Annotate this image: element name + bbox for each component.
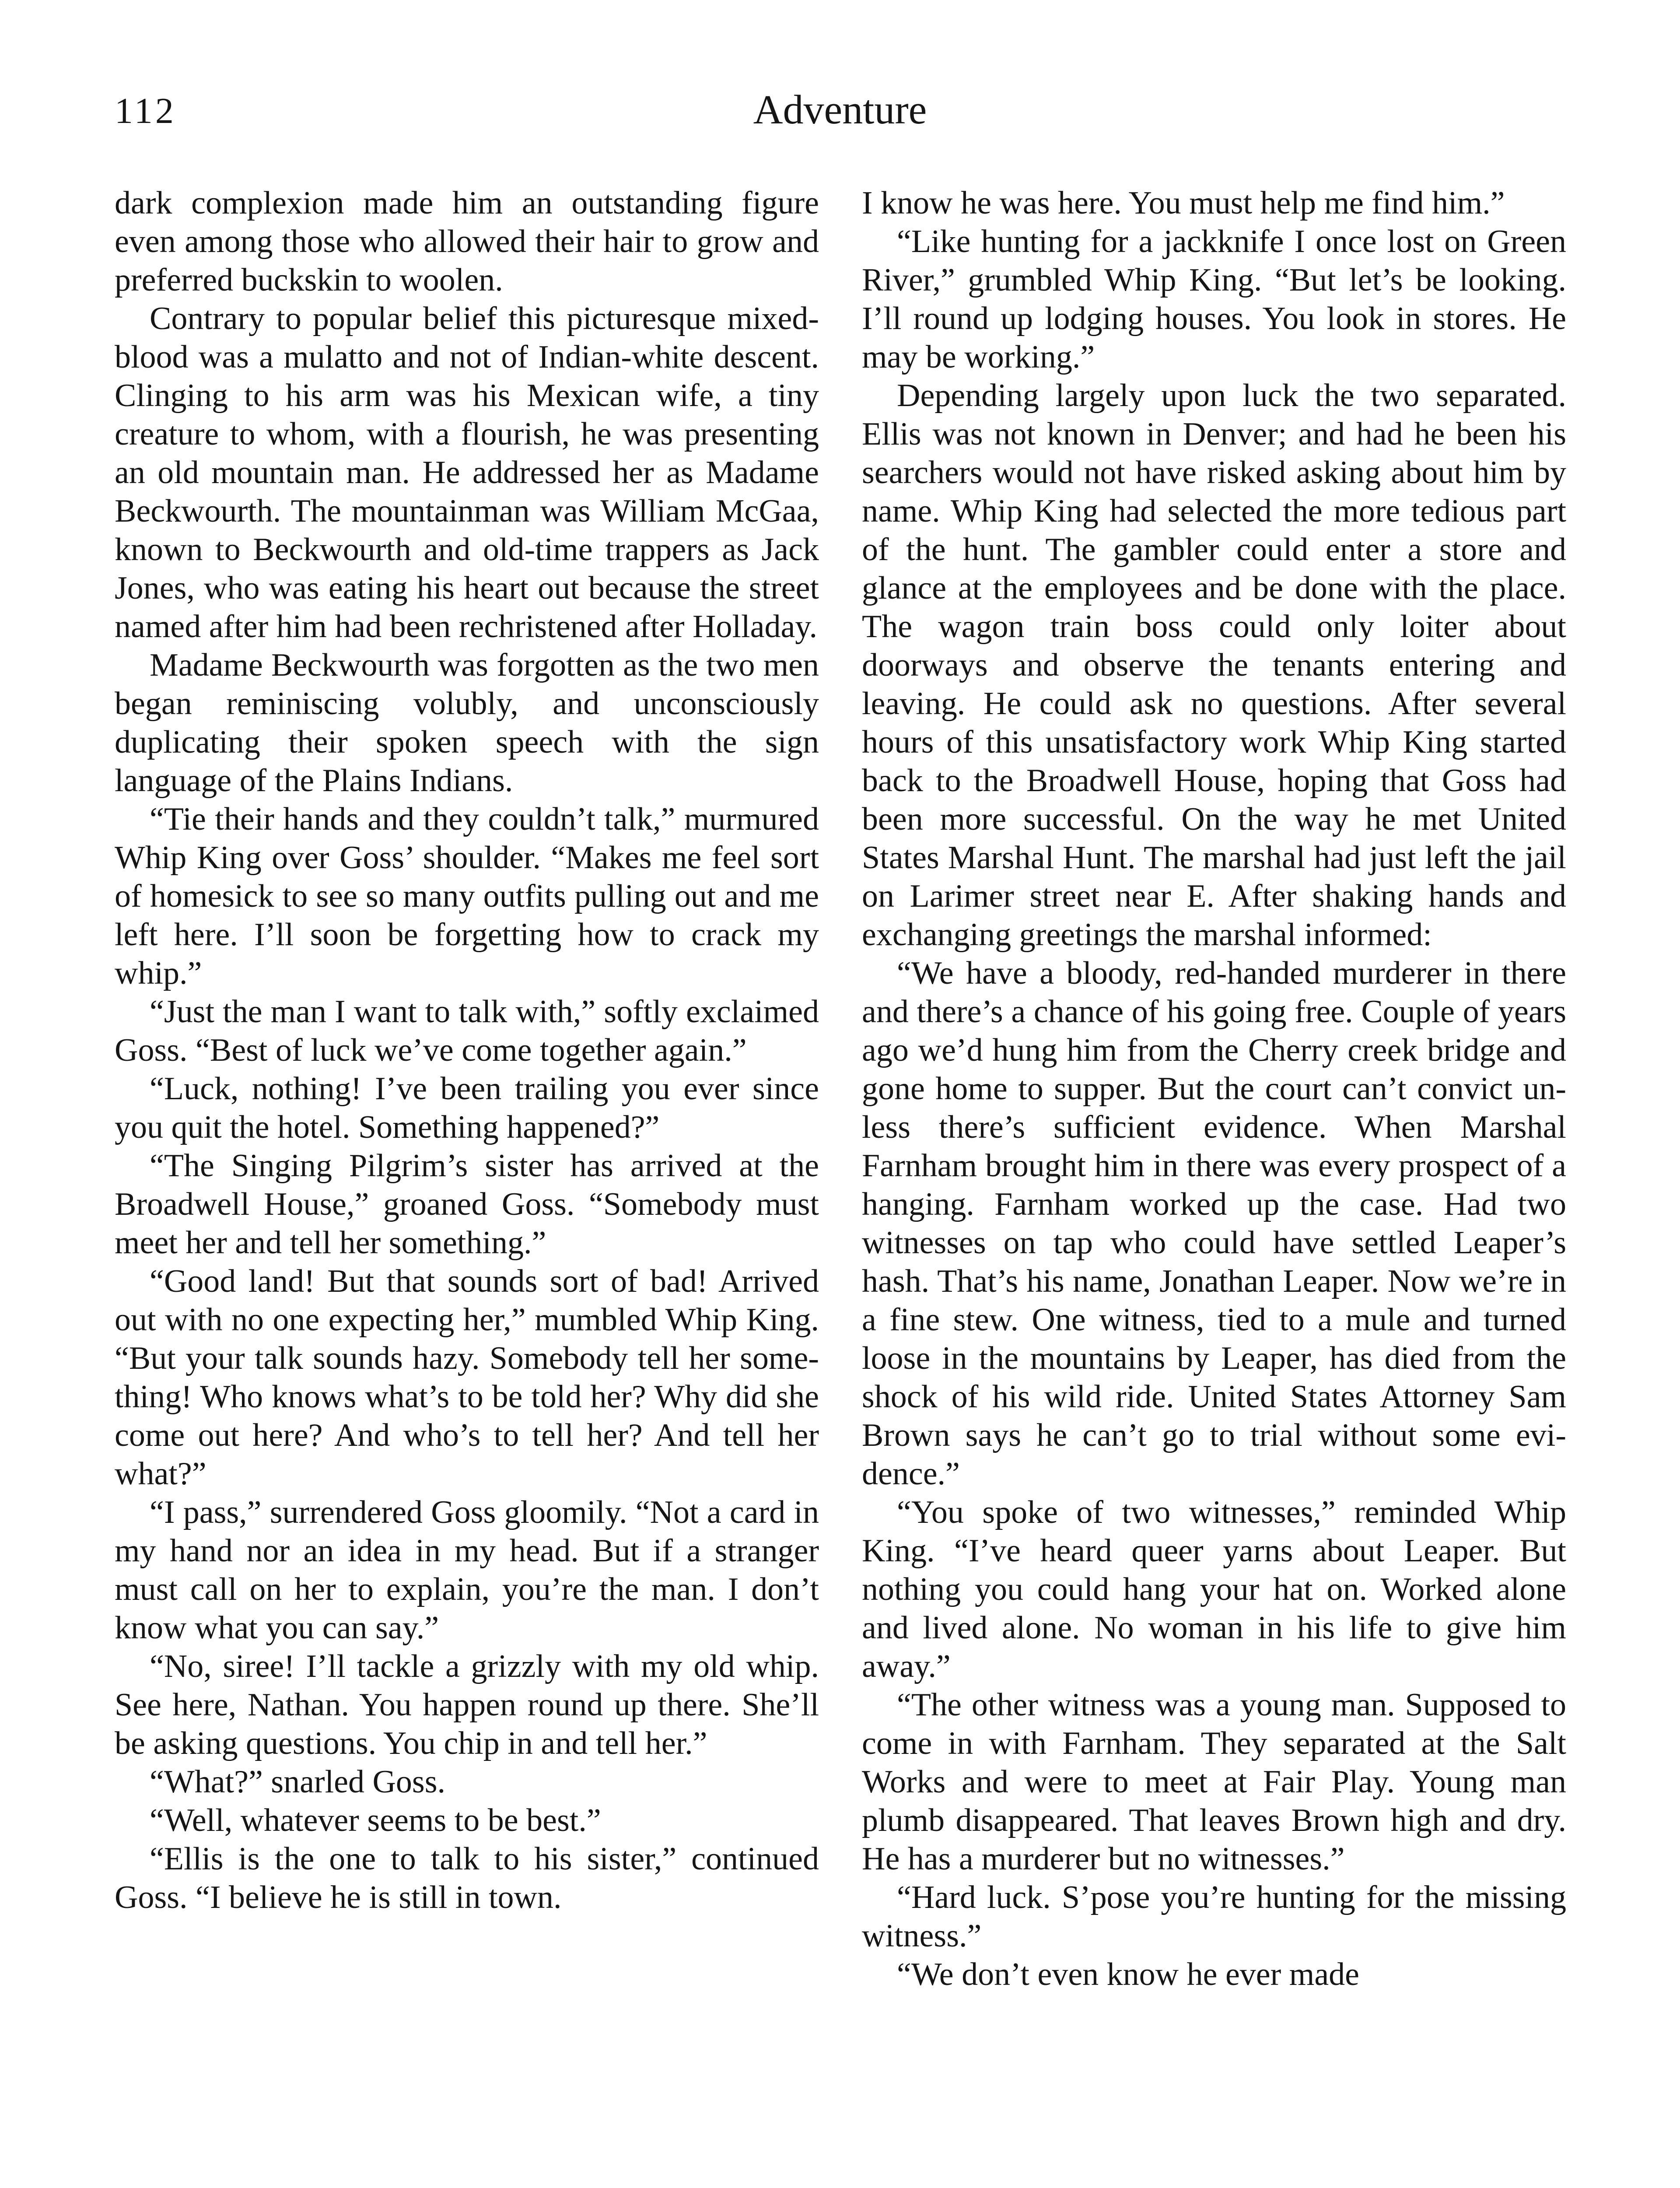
magazine-title: Adventure: [753, 87, 927, 133]
paragraph: dark complexion made him an outstanding figure even among those who allowed their hair to grow and preferred buckskin to woolen.: [115, 185, 819, 298]
paragraph: “Luck, nothing! I’ve been trailing you ever since you quit the hotel. Something happened?”: [115, 1071, 819, 1145]
page-number: 112: [115, 91, 176, 131]
paragraph: “We don’t even know he ever made: [897, 1957, 1360, 1992]
paragraph: “I pass,” surrendered Goss gloomily. “Not a card in my hand nor an idea in my head. But if a stranger must call on her to explain, you’re the man. I don’t know what you can say.”: [115, 1494, 819, 1646]
paragraph: “Hard luck. S’pose you’re hunting for the missing witness.”: [862, 1879, 1566, 1954]
paragraph: Contrary to popular belief this picturesque mixed-blood was a mulatto and not of Indian-white descent. Clinging to his arm was his Mexican wife, a tiny creature to whom, with a flourish, he was presenting an old mountain man. He addressed her as Madame Beckwourth. The mountainman was William McGaa, known to Beckwourth and old-time trappers as Jack Jones, who was eating his heart out because the street named after him had been rechristened after Holladay.: [115, 301, 819, 645]
paragraph: “No, siree! I’ll tackle a grizzly with my old whip. See here, Nathan. You happen round up there. She’ll be asking questions. You chip in and tell her.”: [115, 1648, 819, 1761]
paragraph: “What?” snarled Goss.: [150, 1764, 446, 1800]
paragraph: “Tie their hands and they couldn’t talk,” murmured Whip King over Goss’ shoulder. “Makes me feel sort of homesick to see so many outfits pulling out and me left here. I’ll soon be forgetting how to crack my whip.”: [115, 801, 819, 991]
paragraph: Madame Beckwourth was forgotten as the two men began reminiscing volubly, and unconsciously duplicating their spoken speech with the sign language of the Plains Indians.: [115, 647, 819, 799]
paragraph: “Just the man I want to talk with,” softly exclaimed Goss. “Best of luck we’ve come together again.”: [115, 994, 819, 1068]
paragraph: “You spoke of two witnesses,” reminded Whip King. “I’ve heard queer yarns about Leaper. But nothing you could hang your hat on. Worked alone and lived alone. No woman in his life to give him away.”: [862, 1494, 1566, 1684]
paragraph: “Like hunting for a jackknife I once lost on Green River,” grumbled Whip King. “But let’s be looking. I’ll round up lodging houses. You look in stores. He may be working.”: [862, 224, 1566, 375]
paragraph: “Good land! But that sounds sort of bad! Arrived out with no one expecting her,” mumbled Whip King. “But your talk sounds hazy. Somebody tell her something! Who knows what’s to be told her? Why did she come out here? And who’s to tell her? And tell her what?”: [115, 1263, 819, 1492]
paragraph: “Well, whatever seems to be best.”: [150, 1802, 601, 1838]
paragraph: “We have a bloody, red-handed murderer in there and there’s a chance of his going free. Couple of years ago we’d hung him from the Cherry creek bridge and gone home to supper. But the court can’t convict unless there’s sufficient evidence. When Marshal Farnham brought him in there was every prospect of a hanging. Farnham worked up the case. Had two witnesses on tap who could have settled Leaper’s hash. That’s his name, Jonathan Leaper. Now we’re in a fine stew. One witness, tied to a mule and turned loose in the mountains by Leaper, has died from the shock of his wild ride. United States Attorney Sam Brown says he can’t go to trial without some evidence.”: [862, 955, 1566, 1492]
right-column: [862, 184, 1566, 1994]
paragraph: “Ellis is the one to talk to his sister,” continued Goss. “I believe he is still in town.: [115, 1841, 819, 1915]
left-column: [115, 184, 819, 1917]
paragraph: “The other witness was a young man. Supposed to come in with Farnham. They separated at the Salt Works and were to meet at Fair Play. Young man plumb disappeared. That leaves Brown high and dry. He has a murderer but no witnesses.”: [862, 1687, 1566, 1877]
paragraph: I know he was here. You must help me find him.”: [862, 185, 1505, 221]
paragraph: “The Singing Pilgrim’s sister has arrived at the Broadwell House,” groaned Goss. “Somebody must meet her and tell her something.”: [115, 1148, 819, 1261]
paragraph: Depending largely upon luck the two separated. Ellis was not known in Denver; and had he been his searchers would not have risked asking about him by name. Whip King had selected the more tedious part of the hunt. The gambler could enter a store and glance at the employees and be done with the place. The wagon train boss could only loiter about doorways and observe the tenants entering and leaving. He could ask no questions. After several hours of this unsatisfactory work Whip King started back to the Broadwell House, hoping that Goss had been more successful. On the way he met United States Marshal Hunt. The marshal had just left the jail on Larimer street near E. After shaking hands and exchanging greetings the marshal informed:: [862, 378, 1566, 953]
